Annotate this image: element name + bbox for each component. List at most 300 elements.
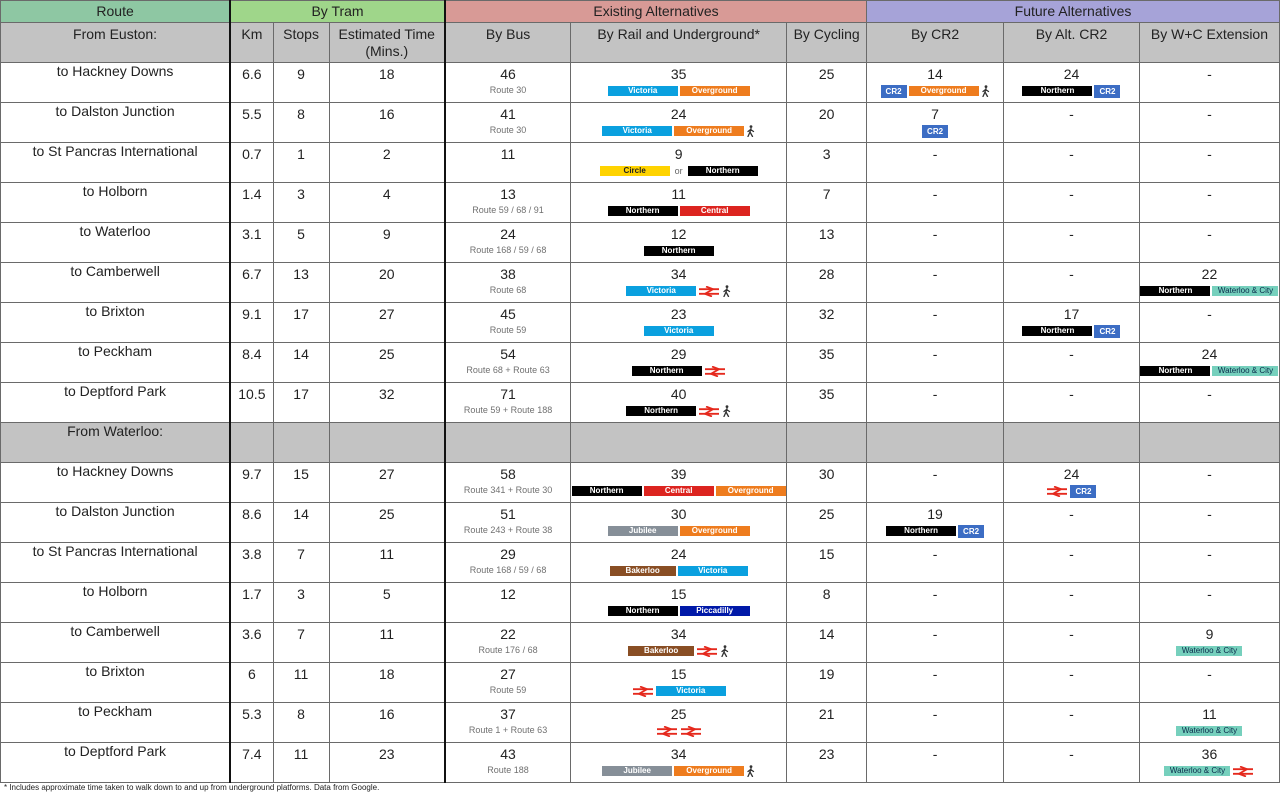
bus-cell — [445, 343, 571, 383]
section-filler — [230, 423, 273, 463]
cycling-cell-value: 13 — [818, 226, 835, 242]
bus-route: Route 59 — [489, 325, 527, 335]
bus-route: Route 341 + Route 30 — [463, 485, 553, 495]
stops-cell-value: 14 — [293, 346, 309, 362]
section-filler — [867, 423, 1004, 463]
stops-cell — [273, 303, 329, 343]
bus-cell — [445, 383, 571, 423]
bus-route: Route 1 + Route 63 — [468, 725, 548, 735]
stops-cell — [273, 383, 329, 423]
wc-line-badge: Waterloo & City — [1212, 366, 1278, 376]
header-stops: Stops — [273, 23, 329, 63]
km-cell — [230, 183, 273, 223]
section-filler — [787, 423, 867, 463]
alt-cr2-cell — [1004, 503, 1140, 543]
cr2-cell — [867, 583, 1004, 623]
bus-cell-value: 43 — [500, 746, 516, 762]
wc-extension-cell-value: - — [1207, 546, 1212, 562]
header-from-euston: From Euston: — [1, 23, 231, 63]
or-text: or — [674, 166, 683, 176]
cr2-cell — [867, 183, 1004, 223]
alt-cr2-cell-value: - — [1069, 346, 1074, 362]
route-icons — [571, 365, 786, 377]
bus-cell-value: 58 — [500, 466, 516, 482]
bus-cell — [445, 263, 571, 303]
destination-cell: to St Pancras International — [1, 543, 231, 583]
tram-time-cell-value: 18 — [378, 66, 395, 82]
cr2-cell — [867, 463, 1004, 503]
destination-cell: to Dalston Junction — [1, 103, 231, 143]
alt-cr2-cell-value: - — [1069, 706, 1074, 722]
bus-route: Route 59 / 68 / 91 — [472, 205, 544, 215]
km-cell-value: 5.5 — [242, 106, 262, 122]
route-icons — [571, 685, 786, 697]
rail-cell — [571, 543, 787, 583]
rail-cell-value: 15 — [670, 586, 687, 602]
national-rail-icon — [680, 726, 702, 737]
bus-cell — [445, 223, 571, 263]
km-cell — [230, 703, 273, 743]
footnote: * Includes approximate time taken to walk down to and up from underground platforms. Data from Google. — [4, 783, 380, 792]
cr2-cell — [867, 543, 1004, 583]
destination-cell: to Holborn — [1, 183, 231, 223]
table-row — [1, 503, 1280, 543]
bus-route: Route 176 / 68 — [478, 645, 538, 655]
tram-time-cell — [329, 503, 445, 543]
destination-cell: to Waterloo — [1, 223, 231, 263]
table-row — [1, 703, 1280, 743]
stops-cell-value: 15 — [293, 466, 309, 482]
wc-extension-cell — [1139, 463, 1279, 503]
cr2-cell — [867, 343, 1004, 383]
alt-cr2-cell-value: 24 — [1063, 66, 1080, 82]
national-rail-icon — [632, 686, 654, 697]
stops-cell-value: 8 — [297, 106, 305, 122]
cr2-cell — [867, 503, 1004, 543]
rail-cell — [571, 63, 787, 103]
tram-time-cell-value: 32 — [378, 386, 395, 402]
km-cell — [230, 463, 273, 503]
wc-extension-cell — [1139, 263, 1279, 303]
rail-cell — [571, 383, 787, 423]
tram-time-cell — [329, 543, 445, 583]
table-row — [1, 303, 1280, 343]
bus-cell-value: 41 — [500, 106, 516, 122]
bus-cell — [445, 143, 571, 183]
bus-route: Route 59 — [489, 685, 527, 695]
wc-extension-cell — [1139, 63, 1279, 103]
stops-cell — [273, 663, 329, 703]
national-rail-icon — [704, 366, 726, 377]
km-cell-value: 5.3 — [242, 706, 262, 722]
stops-cell-value: 11 — [293, 666, 309, 682]
route-icons — [1140, 365, 1279, 377]
overground-line-badge: Overground — [674, 766, 744, 776]
cycling-cell-value: 15 — [818, 546, 835, 562]
tram-time-cell-value: 27 — [378, 466, 395, 482]
rail-cell-value: 35 — [670, 66, 687, 82]
tram-time-cell — [329, 303, 445, 343]
bus-cell — [445, 663, 571, 703]
wc-extension-cell-value: - — [1207, 586, 1212, 602]
stops-cell — [273, 63, 329, 103]
destination-cell: to Peckham — [1, 343, 231, 383]
northern-line-badge: Northern — [688, 166, 758, 176]
cr2-cell — [867, 743, 1004, 783]
victoria-line-badge: Victoria — [678, 566, 748, 576]
walking-icon — [722, 285, 731, 297]
alt-cr2-cell-value: - — [1069, 626, 1074, 642]
alt-cr2-cell-value: - — [1069, 386, 1074, 402]
northern-line-badge: Northern — [608, 206, 678, 216]
tram-time-cell-value: 16 — [378, 706, 395, 722]
bus-cell-value: 29 — [500, 546, 516, 562]
alt-cr2-cell-value: - — [1069, 186, 1074, 202]
tram-time-cell-value: 27 — [378, 306, 395, 322]
bus-cell — [445, 623, 571, 663]
rail-cell — [571, 623, 787, 663]
wc-extension-cell — [1139, 583, 1279, 623]
victoria-line-badge: Victoria — [626, 286, 696, 296]
jubilee-line-badge: Jubilee — [608, 526, 678, 536]
bus-route: Route 68 + Route 63 — [466, 365, 550, 375]
cycling-cell-value: 25 — [818, 506, 835, 522]
rail-cell-value: 12 — [670, 226, 687, 242]
overground-line-badge: Overground — [674, 126, 744, 136]
cr2-cell-value: 14 — [927, 66, 943, 82]
km-cell — [230, 743, 273, 783]
stops-cell-value: 7 — [297, 546, 305, 562]
table-row — [1, 543, 1280, 583]
wc-extension-cell — [1139, 703, 1279, 743]
alt-cr2-cell-value: - — [1069, 106, 1074, 122]
alt-cr2-cell-value: 17 — [1063, 306, 1080, 322]
alt-cr2-cell — [1004, 463, 1140, 503]
km-cell-value: 0.7 — [242, 146, 262, 162]
stops-cell — [273, 103, 329, 143]
rail-cell-value: 25 — [670, 706, 687, 722]
wc-extension-cell — [1139, 383, 1279, 423]
northern-line-badge: Northern — [1140, 286, 1210, 296]
route-icons — [1140, 285, 1279, 297]
header-by-wc-extension: By W+C Extension — [1139, 23, 1279, 63]
cr2-line-badge: CR2 — [1094, 325, 1120, 338]
rail-cell — [571, 703, 787, 743]
cycling-cell — [787, 263, 867, 303]
header-km: Km — [230, 23, 273, 63]
tram-time-cell-value: 25 — [378, 506, 395, 522]
destination-cell: to Hackney Downs — [1, 463, 231, 503]
section-filler — [445, 423, 571, 463]
stops-cell-value: 14 — [293, 506, 309, 522]
cycling-cell-value: 23 — [818, 746, 835, 762]
cr2-cell — [867, 263, 1004, 303]
tram-time-cell — [329, 343, 445, 383]
alt-cr2-cell — [1004, 543, 1140, 583]
group-route: Route — [1, 1, 231, 23]
header-by-cycling: By Cycling — [787, 23, 867, 63]
stops-cell-value: 8 — [297, 706, 305, 722]
table-row — [1, 263, 1280, 303]
alt-cr2-cell-value: - — [1069, 506, 1074, 522]
route-icons — [1004, 85, 1139, 97]
victoria-line-badge: Victoria — [644, 326, 714, 336]
tram-time-cell-value: 9 — [382, 226, 391, 242]
bus-route: Route 188 — [487, 765, 529, 775]
cycling-cell — [787, 503, 867, 543]
cycling-cell — [787, 383, 867, 423]
bus-cell — [445, 463, 571, 503]
route-icons — [571, 285, 786, 297]
km-cell-value: 6 — [247, 666, 256, 682]
cr2-cell — [867, 303, 1004, 343]
cr2-cell — [867, 103, 1004, 143]
circle-line-badge: Circle — [600, 166, 670, 176]
header-estimated-time: Estimated Time (Mins.) — [329, 23, 445, 63]
bus-cell-value: 13 — [500, 186, 516, 202]
header-by-bus: By Bus — [445, 23, 571, 63]
cr2-line-badge: CR2 — [958, 525, 984, 538]
tram-time-cell — [329, 743, 445, 783]
alt-cr2-cell — [1004, 703, 1140, 743]
route-icons — [571, 85, 786, 97]
bus-cell — [445, 703, 571, 743]
bus-cell-value: 27 — [500, 666, 516, 682]
wc-line-badge: Waterloo & City — [1176, 726, 1242, 736]
rail-cell — [571, 463, 787, 503]
group-future-alternatives: Future Alternatives — [867, 1, 1280, 23]
walking-icon — [746, 765, 755, 777]
cycling-cell-value: 21 — [818, 706, 835, 722]
tram-time-cell — [329, 663, 445, 703]
stops-cell — [273, 743, 329, 783]
stops-cell-value: 13 — [293, 266, 309, 282]
rail-cell — [571, 263, 787, 303]
tram-time-cell-value: 4 — [382, 186, 391, 202]
km-cell — [230, 503, 273, 543]
alt-cr2-cell — [1004, 623, 1140, 663]
rail-cell-value: 15 — [670, 666, 687, 682]
cycling-cell — [787, 543, 867, 583]
cycling-cell — [787, 463, 867, 503]
section-filler — [329, 423, 445, 463]
northern-line-badge: Northern — [608, 606, 678, 616]
destination-cell: to Brixton — [1, 303, 231, 343]
cr2-cell-value: - — [932, 266, 938, 282]
victoria-line-badge: Victoria — [608, 86, 678, 96]
wc-extension-cell-value: 22 — [1201, 266, 1218, 282]
wc-extension-cell-value: - — [1207, 106, 1212, 122]
tram-time-cell-value: 11 — [379, 546, 394, 562]
cycling-cell-value: 35 — [818, 386, 835, 402]
cycling-cell — [787, 583, 867, 623]
central-line-badge: Central — [644, 486, 714, 496]
wc-extension-cell-value: 11 — [1202, 706, 1217, 722]
table-row — [1, 383, 1280, 423]
overground-line-badge: Overground — [909, 86, 979, 96]
wc-extension-cell — [1139, 343, 1279, 383]
wc-line-badge: Waterloo & City — [1212, 286, 1278, 296]
rail-cell — [571, 743, 787, 783]
group-existing-alternatives: Existing Alternatives — [445, 1, 867, 23]
cr2-cell — [867, 703, 1004, 743]
cr2-cell-value: - — [932, 706, 938, 722]
alt-cr2-cell-value: - — [1069, 666, 1074, 682]
km-cell — [230, 143, 273, 183]
cr2-line-badge: CR2 — [1094, 85, 1120, 98]
cr2-cell-value: 7 — [931, 106, 939, 122]
route-icons — [571, 165, 786, 177]
table-row — [1, 103, 1280, 143]
route-icons — [867, 85, 1003, 97]
km-cell — [230, 63, 273, 103]
victoria-line-badge: Victoria — [656, 686, 726, 696]
rail-cell-value: 34 — [670, 266, 687, 282]
tram-time-cell-value: 2 — [382, 146, 391, 162]
route-icons — [571, 205, 786, 217]
northern-line-badge: Northern — [1022, 86, 1092, 96]
route-icons — [1140, 765, 1279, 777]
national-rail-icon — [1046, 486, 1068, 497]
km-cell-value: 3.1 — [242, 226, 262, 242]
northern-line-badge: Northern — [1022, 326, 1092, 336]
stops-cell — [273, 183, 329, 223]
km-cell — [230, 623, 273, 663]
bus-cell-value: 37 — [500, 706, 516, 722]
cycling-cell-value: 7 — [822, 186, 831, 202]
header-by-cr2: By CR2 — [867, 23, 1004, 63]
cr2-cell — [867, 143, 1004, 183]
cycling-cell-value: 35 — [818, 346, 835, 362]
cycling-cell — [787, 63, 867, 103]
tram-time-cell-value: 16 — [378, 106, 395, 122]
walking-icon — [722, 405, 731, 417]
stops-cell-value: 5 — [297, 226, 305, 242]
route-icons — [571, 485, 786, 497]
cycling-cell-value: 14 — [818, 626, 835, 642]
bus-route: Route 243 + Route 38 — [463, 525, 553, 535]
header-by-alt-cr2: By Alt. CR2 — [1004, 23, 1140, 63]
table-row — [1, 143, 1280, 183]
bus-cell — [445, 543, 571, 583]
bus-route: Route 59 + Route 188 — [463, 405, 553, 415]
cr2-cell-value: - — [932, 466, 938, 482]
bus-cell-value: 24 — [500, 226, 516, 242]
bus-cell-value: 22 — [500, 626, 516, 642]
rail-cell — [571, 343, 787, 383]
bus-cell-value: 46 — [500, 66, 516, 82]
rail-cell-value: 11 — [671, 186, 686, 202]
route-icons — [571, 725, 786, 737]
bus-cell-value: 12 — [500, 586, 516, 602]
northern-line-badge: Northern — [886, 526, 956, 536]
route-icons — [1140, 725, 1279, 737]
wc-extension-cell-value: - — [1207, 666, 1212, 682]
piccadilly-line-badge: Piccadilly — [680, 606, 750, 616]
km-cell-value: 6.7 — [242, 266, 262, 282]
wc-extension-cell-value: - — [1207, 226, 1212, 242]
km-cell-value: 9.1 — [242, 306, 262, 322]
tram-time-cell — [329, 623, 445, 663]
bus-cell-value: 11 — [500, 146, 516, 162]
rail-cell-value: 34 — [670, 626, 687, 642]
wc-line-badge: Waterloo & City — [1164, 766, 1230, 776]
wc-extension-cell-value: 36 — [1201, 746, 1218, 762]
wc-extension-cell-value: - — [1207, 146, 1212, 162]
route-icons — [571, 325, 786, 337]
rail-cell-value: 24 — [670, 546, 687, 562]
tram-time-cell — [329, 183, 445, 223]
alt-cr2-cell-value: - — [1069, 746, 1074, 762]
table-row — [1, 743, 1280, 783]
stops-cell-value: 9 — [297, 66, 305, 82]
km-cell-value: 1.7 — [242, 586, 262, 602]
table-row — [1, 583, 1280, 623]
alt-cr2-cell-value: - — [1069, 546, 1074, 562]
cr2-cell — [867, 63, 1004, 103]
bakerloo-line-badge: Bakerloo — [628, 646, 694, 656]
rail-cell-value: 23 — [670, 306, 687, 322]
tram-time-cell — [329, 63, 445, 103]
wc-extension-cell — [1139, 663, 1279, 703]
route-icons — [571, 245, 786, 257]
wc-extension-cell — [1139, 303, 1279, 343]
tram-time-cell-value: 5 — [382, 586, 391, 602]
cycling-cell — [787, 703, 867, 743]
km-cell — [230, 543, 273, 583]
bus-cell — [445, 583, 571, 623]
rail-cell — [571, 143, 787, 183]
northern-line-badge: Northern — [632, 366, 702, 376]
bus-cell — [445, 63, 571, 103]
alt-cr2-cell — [1004, 103, 1140, 143]
km-cell — [230, 263, 273, 303]
destination-cell: to Peckham — [1, 703, 231, 743]
rail-cell-value: 24 — [670, 106, 687, 122]
route-icons — [571, 565, 786, 577]
overground-line-badge: Overground — [716, 486, 786, 496]
alt-cr2-cell — [1004, 663, 1140, 703]
alt-cr2-cell — [1004, 583, 1140, 623]
jubilee-line-badge: Jubilee — [602, 766, 672, 776]
table-row — [1, 223, 1280, 263]
stops-cell-value: 11 — [293, 746, 309, 762]
cr2-cell — [867, 223, 1004, 263]
rail-cell-value: 29 — [670, 346, 687, 362]
cycling-cell — [787, 663, 867, 703]
overground-line-badge: Overground — [680, 526, 750, 536]
destination-cell: to Deptford Park — [1, 743, 231, 783]
bus-route: Route 68 — [489, 285, 527, 295]
wc-extension-cell — [1139, 103, 1279, 143]
cr2-cell — [867, 383, 1004, 423]
bus-cell-value: 45 — [500, 306, 516, 322]
alt-cr2-cell-value: - — [1069, 586, 1074, 602]
bus-route: Route 168 / 59 / 68 — [469, 245, 547, 255]
bus-cell — [445, 743, 571, 783]
wc-extension-cell-value: - — [1207, 466, 1212, 482]
cr2-cell-value: - — [932, 146, 938, 162]
cycling-cell — [787, 623, 867, 663]
bus-cell — [445, 183, 571, 223]
cycling-cell — [787, 743, 867, 783]
tram-time-cell — [329, 143, 445, 183]
destination-cell: to Hackney Downs — [1, 63, 231, 103]
cycling-cell — [787, 303, 867, 343]
bus-cell — [445, 103, 571, 143]
rail-cell-value: 39 — [670, 466, 687, 482]
stops-cell-value: 3 — [297, 186, 305, 202]
